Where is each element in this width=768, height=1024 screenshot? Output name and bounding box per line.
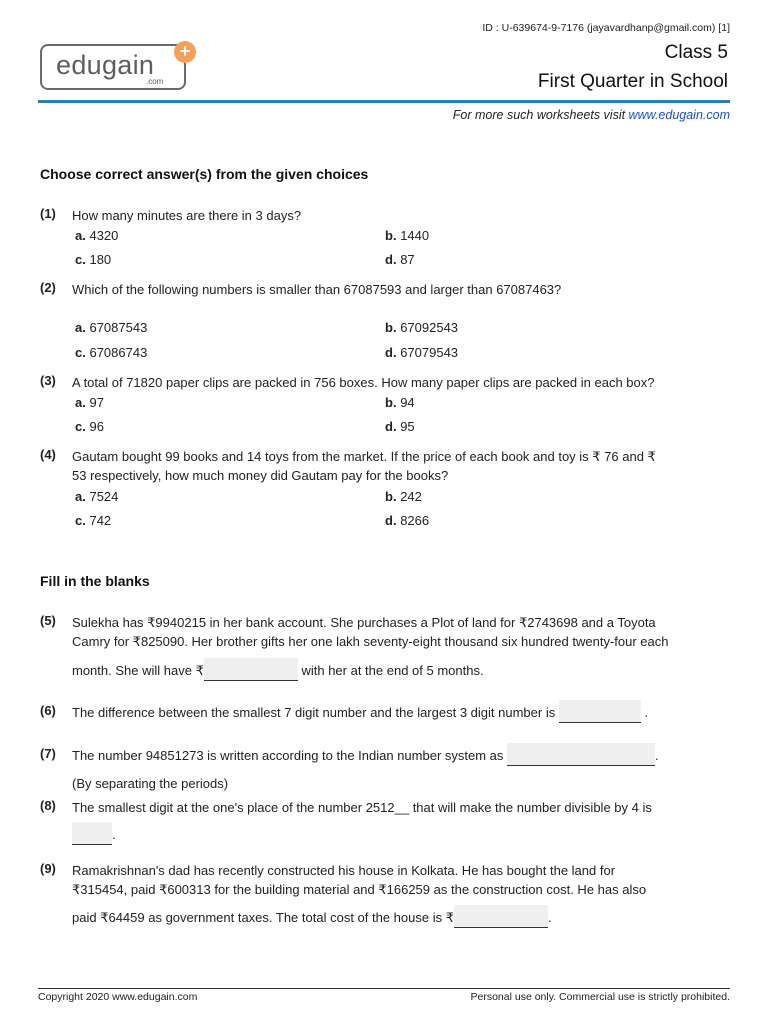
question-text: Ramakrishnan's dad has recently constructed his house in Kolkata. He has bought the land for	[72, 863, 616, 878]
section-title-fill: Fill in the blanks	[40, 573, 150, 589]
question-number: (4)	[40, 447, 56, 462]
question-text	[72, 700, 732, 723]
question-number: (1)	[40, 206, 56, 221]
option-b[interactable]	[385, 395, 415, 410]
plus-icon: +	[174, 41, 196, 63]
question-note: (By separating the periods)	[72, 776, 229, 791]
answer-blank[interactable]	[454, 905, 548, 928]
footer-notice: Personal use only. Commercial use is strictly prohibited.	[470, 991, 730, 1003]
question-text-part: paid ₹64459 as government taxes. The total cost of the house is ₹	[72, 910, 454, 925]
answer-blank[interactable]	[507, 743, 655, 766]
question-text: Which of the following numbers is smaller than 67087593 and larger than 67087463?	[72, 282, 562, 297]
logo-sub: .com	[146, 77, 164, 86]
option-c[interactable]	[75, 345, 147, 360]
logo-text: edugain	[56, 50, 155, 80]
edugain-logo	[40, 44, 186, 90]
more-prefix: For more such worksheets visit	[452, 108, 629, 122]
question-line: 53 respectively, how much money did Gautam pay for the books?	[72, 468, 449, 483]
option-value: 180	[89, 252, 112, 267]
question-text	[72, 905, 732, 928]
option-c[interactable]	[75, 419, 104, 434]
option-d[interactable]	[385, 513, 429, 528]
question-end: .	[644, 705, 649, 720]
question-end: .	[112, 827, 116, 842]
option-key: b.	[385, 489, 397, 504]
option-key: b.	[385, 320, 397, 335]
question-number: (7)	[40, 746, 56, 761]
question-text: Camry for ₹825090. Her brother gifts her one lakh seventy-eight thousand six hundred twenty-four each	[72, 634, 669, 649]
question-line: Gautam bought 99 books and 14 toys from the market. If the price of each book and toy is ₹ 76 and ₹	[72, 449, 656, 464]
worksheet-title: First Quarter in School	[537, 71, 728, 92]
question-text: A total of 71820 paper clips are packed in 756 boxes. How many paper clips are packed in each box?	[72, 375, 655, 390]
header-rule	[38, 100, 730, 103]
footer-copyright: Copyright 2020 www.edugain.com	[38, 991, 198, 1003]
question-text	[72, 743, 732, 766]
option-value: 242	[400, 489, 422, 504]
answer-blank[interactable]	[559, 700, 641, 723]
option-key: b.	[385, 395, 397, 410]
question-number: (8)	[40, 798, 56, 813]
option-b[interactable]	[385, 489, 422, 504]
option-key: b.	[385, 228, 397, 243]
question-text	[72, 658, 732, 681]
footer-rule	[38, 988, 730, 989]
option-key: d.	[385, 345, 397, 360]
option-key: c.	[75, 252, 86, 267]
option-key: a.	[75, 395, 86, 410]
option-key: c.	[75, 345, 86, 360]
question-number: (2)	[40, 280, 56, 295]
option-key: a.	[75, 320, 86, 335]
option-value: 96	[89, 419, 104, 434]
question-text: ₹315454, paid ₹600313 for the building material and ₹166259 as the construction cost. He has also	[72, 882, 647, 897]
question-text-part: month. She will have ₹	[72, 663, 204, 678]
option-value: 95	[400, 419, 415, 434]
option-a[interactable]	[75, 320, 147, 335]
question-text-part: The difference between the smallest 7 digit number and the largest 3 digit number is	[72, 705, 556, 720]
option-key: d.	[385, 419, 397, 434]
question-number: (6)	[40, 703, 56, 718]
option-c[interactable]	[75, 513, 111, 528]
edugain-link[interactable]: www.edugain.com	[628, 108, 730, 122]
option-a[interactable]	[75, 489, 118, 504]
option-a[interactable]	[75, 395, 104, 410]
option-value: 87	[400, 252, 415, 267]
option-b[interactable]	[385, 228, 429, 243]
option-key: a.	[75, 489, 86, 504]
option-d[interactable]	[385, 419, 415, 434]
question-text	[72, 447, 712, 485]
option-key: d.	[385, 513, 397, 528]
question-text: How many minutes are there in 3 days?	[72, 208, 302, 223]
question-text	[72, 822, 692, 845]
option-value: 97	[89, 395, 104, 410]
option-value: 67092543	[400, 320, 459, 335]
answer-blank[interactable]	[72, 822, 112, 845]
question-text-part: with her at the end of 5 months.	[301, 663, 484, 678]
option-d[interactable]	[385, 252, 415, 267]
option-key: c.	[75, 419, 86, 434]
option-value: 67087543	[89, 320, 148, 335]
option-b[interactable]	[385, 320, 458, 335]
question-end: .	[547, 910, 552, 925]
class-label: Class 5	[664, 42, 728, 63]
worksheet-id: ID : U-639674-9-7176 (jayavardhanp@gmail.com) [1]	[482, 22, 730, 34]
option-value: 67086743	[89, 345, 148, 360]
option-value: 94	[400, 395, 415, 410]
question-end: .	[655, 748, 659, 763]
more-worksheets-line	[453, 108, 730, 122]
question-number: (5)	[40, 613, 56, 628]
option-value: 1440	[400, 228, 430, 243]
option-value: 8266	[400, 513, 430, 528]
option-value: 67079543	[400, 345, 459, 360]
option-d[interactable]	[385, 345, 458, 360]
option-value: 4320	[89, 228, 119, 243]
option-key: a.	[75, 228, 86, 243]
question-text: Sulekha has ₹9940215 in her bank account. She purchases a Plot of land for ₹2743698 and a Toyota	[72, 615, 656, 630]
option-c[interactable]	[75, 252, 111, 267]
option-value: 742	[89, 513, 112, 528]
question-number: (9)	[40, 861, 56, 876]
option-key: c.	[75, 513, 86, 528]
option-value: 7524	[89, 489, 119, 504]
section-title-mcq: Choose correct answer(s) from the given choices	[40, 166, 369, 182]
option-key: d.	[385, 252, 397, 267]
question-number: (3)	[40, 373, 56, 388]
question-text: The smallest digit at the one's place of the number 2512__ that will make the number divisible by 4 is	[72, 800, 652, 815]
question-text-part: The number 94851273 is written according to the Indian number system as	[72, 748, 504, 763]
answer-blank[interactable]	[204, 658, 298, 681]
option-a[interactable]	[75, 228, 118, 243]
